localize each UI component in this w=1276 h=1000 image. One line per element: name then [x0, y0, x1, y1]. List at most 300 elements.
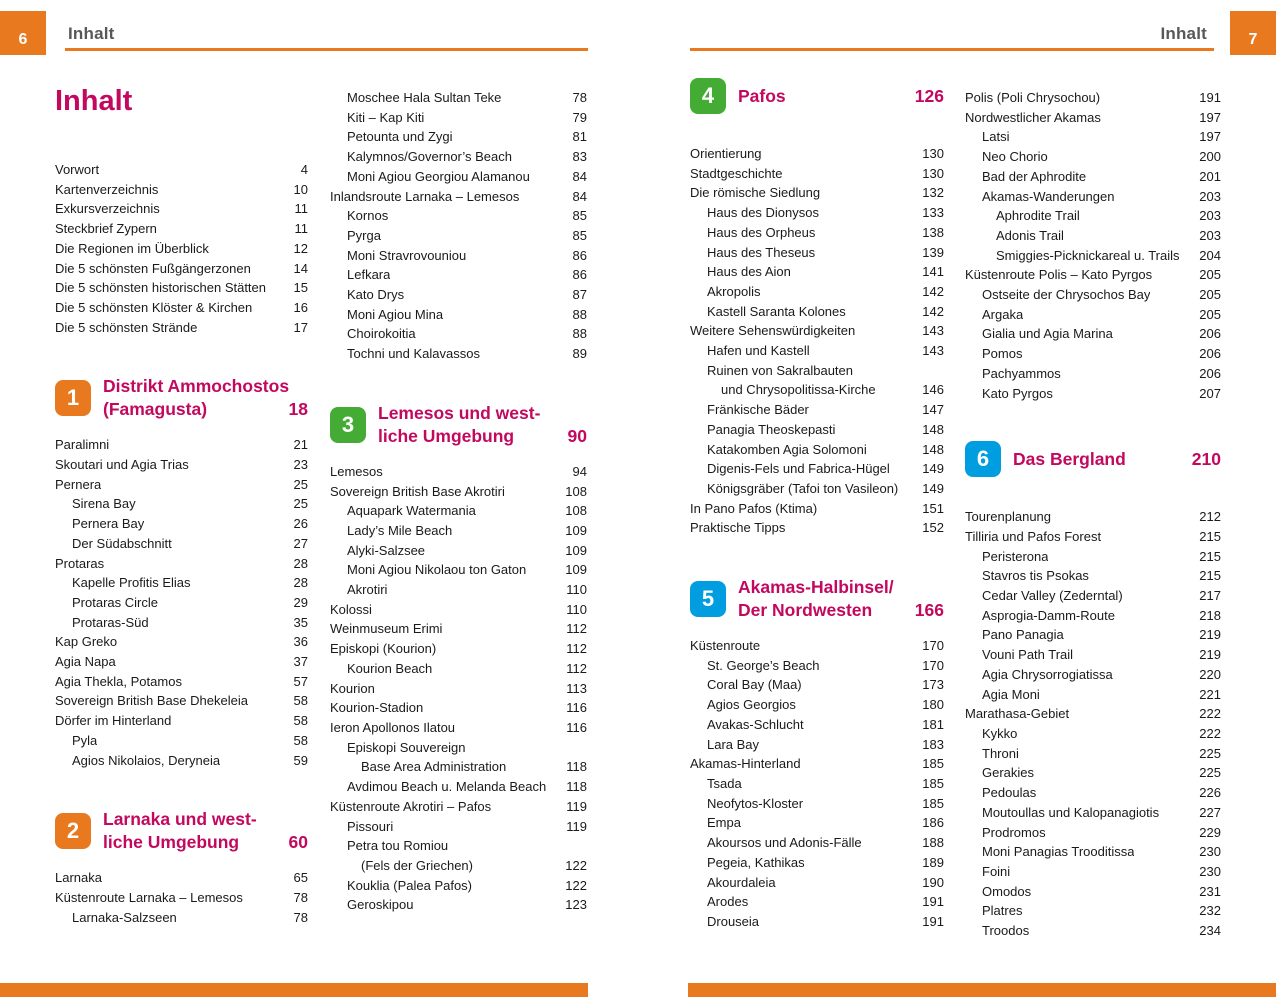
toc-entry-page: 232	[1199, 903, 1221, 919]
toc-entry	[330, 679, 587, 699]
toc-entry	[330, 659, 587, 679]
toc-entry	[690, 164, 944, 184]
toc-entry-page: 130	[922, 146, 944, 161]
toc-entry-title: Moni Stravrovouniou	[347, 247, 467, 263]
toc-entry	[330, 600, 587, 620]
toc-entry-page: 229	[1199, 824, 1221, 840]
toc-entry-page: 83	[572, 149, 587, 165]
toc-entry	[330, 501, 587, 521]
toc-entry	[965, 606, 1221, 626]
toc-entry	[55, 908, 308, 928]
toc-entry	[330, 305, 587, 325]
toc-entry-page: 59	[293, 752, 308, 768]
toc-entry-page: 149	[922, 480, 944, 496]
toc-entry-title: Pedoulas	[982, 785, 1037, 801]
toc-entry-page: 185	[922, 775, 944, 791]
toc-entry-page: 186	[922, 815, 944, 831]
toc-entry-title: Haus des Aion	[707, 264, 791, 280]
toc-entry-title: Moschee Hala Sultan Teke	[347, 90, 502, 105]
toc-entry-page: 173	[922, 677, 944, 693]
toc-entry-page: 142	[922, 283, 944, 299]
toc-entry-title: Pano Panagia	[982, 627, 1064, 643]
toc-entry-title: Paralimni	[55, 437, 110, 453]
chapter-number-badge: 6	[965, 441, 1001, 477]
toc-entry-page: 190	[922, 874, 944, 890]
toc-entry-page: 122	[565, 877, 587, 893]
toc-entry	[55, 711, 308, 731]
toc-entry	[965, 285, 1221, 305]
section-title-line	[378, 425, 587, 448]
toc-entry-page: 110	[566, 582, 587, 598]
toc-entry-page: 207	[1199, 385, 1221, 401]
toc-entry	[55, 632, 308, 652]
toc-entry	[55, 298, 308, 318]
toc-entry-title: Hafen und Kastell	[707, 343, 810, 359]
toc-entry-title: Praktische Tipps	[690, 520, 786, 536]
toc-entry	[690, 361, 944, 381]
toc-entry	[330, 246, 587, 266]
toc-entry	[965, 823, 1221, 843]
toc-entry	[690, 262, 944, 282]
toc-entry	[330, 167, 587, 187]
toc-entry	[55, 573, 308, 593]
toc-entry-title: Polis (Poli Chrysochou)	[965, 90, 1101, 105]
toc-entry-page: 206	[1199, 326, 1221, 342]
toc-entry	[690, 636, 944, 656]
toc-entry-title: Die römische Siedlung	[690, 185, 821, 201]
toc-entry	[965, 704, 1221, 724]
toc-entry-title: Kouklia (Palea Pafos)	[347, 877, 473, 893]
toc-entry-page: 78	[293, 909, 308, 925]
toc-entry-title: Stavros tis Psokas	[982, 568, 1089, 584]
section-title	[103, 375, 308, 421]
toc-entry	[55, 219, 308, 239]
toc-entry-page: 29	[293, 594, 308, 610]
toc-entry-title: St. George’s Beach	[707, 657, 820, 673]
toc-entry-page: 85	[572, 208, 587, 224]
toc-entry-title: Sirena Bay	[72, 496, 136, 512]
toc-entry-title: Haus des Theseus	[707, 244, 816, 260]
toc-entry-page: 58	[293, 693, 308, 709]
toc-entry	[690, 243, 944, 263]
toc-entry	[690, 499, 944, 519]
toc-entry-page: 219	[1199, 647, 1221, 663]
toc-entry-title: Latsi	[982, 129, 1010, 145]
toc-entry-title: Moni Panagias Trooditissa	[982, 844, 1135, 860]
toc-entry-title: Agia Moni	[982, 686, 1040, 702]
toc-entry-page: 234	[1199, 923, 1221, 939]
toc-entry-title: Skoutari und Agia Trias	[55, 457, 189, 473]
toc-entry	[330, 226, 587, 246]
toc-block	[55, 160, 308, 337]
toc-entry-title: Arodes	[707, 894, 749, 910]
toc-entry-title: Drouseia	[707, 913, 760, 929]
toc-entry-title: Protaras Circle	[72, 594, 158, 610]
toc-entry-page: 133	[922, 205, 944, 221]
toc-entry-title: Pernera Bay	[72, 516, 145, 532]
toc-entry-title: Sovereign British Base Akrotiri	[330, 483, 505, 499]
toc-entry	[55, 180, 308, 200]
toc-entry-page: 204	[1199, 247, 1221, 263]
toc-entry-title: Pernera	[55, 476, 102, 492]
toc-entry-page: 21	[293, 437, 308, 453]
toc-entry-title: und Chrysopolitissa-Kirche	[721, 382, 876, 398]
toc-entry	[690, 302, 944, 322]
toc-entry-page: 84	[572, 188, 587, 204]
toc-entry-page: 119	[566, 798, 587, 814]
toc-entry	[55, 259, 308, 279]
toc-entry-title: Sovereign British Base Dhekeleia	[55, 693, 248, 709]
toc-entry-page: 219	[1199, 627, 1221, 643]
toc-entry-page: 11	[294, 201, 308, 217]
toc-entry-page: 130	[922, 165, 944, 181]
toc-entry	[55, 731, 308, 751]
section-title-text: Larnaka und west-	[103, 809, 257, 830]
toc-entry-title: Peristerona	[982, 548, 1049, 564]
page-number-right: 7	[1248, 31, 1258, 48]
toc-entry	[965, 803, 1221, 823]
toc-entry-page: 108	[565, 483, 587, 499]
toc-entry	[965, 246, 1221, 266]
toc-entry-page: 222	[1199, 706, 1221, 722]
toc-entry-title: Base Area Administration	[361, 759, 507, 775]
toc-entry-title: Agia Chrysorrogiatissa	[982, 666, 1113, 682]
toc-entry-page: 143	[922, 323, 944, 339]
toc-entry	[330, 718, 587, 738]
toc-entry-title: Coral Bay (Maa)	[707, 677, 802, 693]
toc-entry-title: Panagia Theoskepasti	[707, 421, 836, 437]
toc-entry-page: 113	[566, 680, 587, 696]
toc-entry-title: Asprogia-Damm-Route	[982, 607, 1115, 623]
toc-entry-title: Inlandsroute Larnaka – Lemesos	[330, 188, 520, 204]
toc-entry	[965, 586, 1221, 606]
toc-entry	[965, 507, 1221, 527]
toc-entry	[55, 514, 308, 534]
toc-entry-page: 231	[1199, 883, 1221, 899]
toc-entry-title: Tilliria und Pafos Forest	[965, 528, 1102, 544]
toc-entry-title: Kalymnos/Governor’s Beach	[347, 149, 512, 165]
toc-entry	[690, 144, 944, 164]
toc-entry-page: 188	[922, 835, 944, 851]
toc-entry	[690, 735, 944, 755]
toc-entry	[330, 344, 587, 364]
toc-entry-page: 218	[1199, 607, 1221, 623]
toc-block	[55, 435, 308, 770]
toc-entry-title: Weitere Sehenswürdigkeiten	[690, 323, 856, 339]
toc-entry-page: 203	[1199, 208, 1221, 224]
toc-entry	[330, 817, 587, 837]
toc-entry-page: 205	[1199, 267, 1221, 283]
section-title	[103, 808, 308, 854]
toc-entry-page: 118	[566, 779, 587, 795]
toc-entry	[965, 108, 1221, 128]
toc-entry	[690, 183, 944, 203]
toc-entry-page: 191	[922, 913, 944, 929]
toc-entry-title: Neofytos-Kloster	[707, 795, 804, 811]
toc-block	[330, 462, 587, 915]
toc-entry-page: 147	[922, 402, 944, 418]
toc-entry-page: 215	[1199, 528, 1221, 544]
toc-block	[690, 144, 944, 538]
toc-entry-title: Tochni und Kalavassos	[347, 346, 480, 362]
toc-entry-title: Katakomben Agia Solomoni	[707, 441, 867, 457]
toc-entry-page: 15	[293, 280, 308, 296]
toc-entry	[690, 675, 944, 695]
section-title-line	[1013, 448, 1221, 471]
toc-entry	[690, 380, 944, 400]
section-title-line	[738, 85, 944, 108]
toc-entry-title: Argaka	[982, 306, 1024, 322]
toc-entry-title: Protaras	[55, 555, 105, 571]
toc-entry-page: 84	[572, 168, 587, 184]
toc-entry-title: Moni Agiou Nikolaou ton Gaton	[347, 562, 527, 578]
toc-entry	[330, 777, 587, 797]
section-title-line	[103, 831, 308, 854]
toc-entry-page: 215	[1199, 568, 1221, 584]
toc-entry	[965, 625, 1221, 645]
toc-entry-title: Moni Agiou Mina	[347, 306, 444, 322]
toc-column-3	[690, 78, 944, 932]
toc-entry-title: Haus des Orpheus	[707, 224, 816, 240]
section-title-text: Akamas-Halbinsel/	[738, 577, 894, 598]
toc-entry	[690, 341, 944, 361]
toc-entry-page: 11	[294, 221, 308, 237]
toc-entry-title: Gerakies	[982, 765, 1035, 781]
toc-entry-title: Kolossi	[330, 601, 372, 617]
toc-entry-page: 58	[293, 732, 308, 748]
toc-entry-page: 28	[293, 555, 308, 571]
toc-entry-page: 88	[572, 306, 587, 322]
toc-entry-page: 12	[293, 240, 308, 256]
toc-entry-page: 230	[1199, 863, 1221, 879]
toc-entry	[690, 203, 944, 223]
toc-entry	[690, 892, 944, 912]
toc-entry-page: 112	[566, 660, 587, 676]
toc-entry	[55, 199, 308, 219]
toc-entry-title: Cedar Valley (Zederntal)	[982, 588, 1123, 604]
toc-entry	[965, 147, 1221, 167]
toc-entry-title: Kourion	[330, 680, 375, 696]
toc-entry-title: Bad der Aphrodite	[982, 168, 1087, 184]
toc-entry	[330, 797, 587, 817]
toc-entry	[690, 813, 944, 833]
toc-entry	[690, 420, 944, 440]
section-title-line	[103, 808, 308, 831]
toc-entry	[330, 619, 587, 639]
chapter-number-badge: 1	[55, 380, 91, 416]
toc-entry-title: Orientierung	[690, 146, 762, 161]
toc-entry	[330, 560, 587, 580]
toc-entry	[330, 521, 587, 541]
toc-entry	[330, 187, 587, 207]
section-page-number: 90	[567, 425, 587, 446]
toc-entry-title: Fränkische Bäder	[707, 402, 809, 418]
toc-entry-page: 85	[572, 227, 587, 243]
toc-entry	[965, 645, 1221, 665]
toc-column-2	[330, 78, 587, 915]
section-page-number: 126	[914, 85, 944, 106]
toc-entry-title: Die 5 schönsten Strände	[55, 319, 198, 335]
toc-entry	[55, 455, 308, 475]
toc-entry-title: Agia Thekla, Potamos	[55, 673, 182, 689]
toc-entry-page: 189	[922, 854, 944, 870]
section-page-number: 18	[288, 399, 308, 420]
toc-entry-title: Akourdaleia	[707, 874, 776, 890]
toc-entry-title: Exkursverzeichnis	[55, 201, 160, 217]
toc-entry-title: Stadtgeschichte	[690, 165, 783, 181]
running-head-right: Inhalt	[1160, 24, 1207, 43]
toc-entry-title: Ieron Apollonos Ilatou	[330, 719, 456, 735]
toc-entry-title: Vouni Path Trail	[982, 647, 1074, 663]
toc-entry	[55, 435, 308, 455]
toc-entry-title: Kourion Beach	[347, 660, 433, 676]
toc-entry	[330, 108, 587, 128]
section-title-text: Das Bergland	[1013, 448, 1126, 469]
toc-entry	[965, 862, 1221, 882]
toc-entry	[55, 593, 308, 613]
toc-entry-page: 79	[572, 109, 587, 125]
toc-entry-title: Pegeia, Kathikas	[707, 854, 805, 870]
toc-entry-page: 116	[566, 719, 587, 735]
page-number-left: 6	[18, 31, 28, 48]
toc-entry	[55, 672, 308, 692]
toc-entry-title: Der Südabschnitt	[72, 535, 172, 551]
toc-entry-title: Platres	[982, 903, 1023, 919]
toc-entry-title: Troodos	[982, 923, 1030, 939]
toc-entry	[965, 665, 1221, 685]
toc-entry-page: 203	[1199, 188, 1221, 204]
toc-entry-page: 88	[572, 326, 587, 342]
toc-entry-title: (Fels der Griechen)	[361, 857, 473, 873]
toc-entry-page: 201	[1199, 168, 1221, 184]
toc-entry-page: 197	[1199, 109, 1221, 125]
footer-bar-right	[688, 983, 1276, 997]
toc-entry	[690, 321, 944, 341]
toc-entry-title: In Pano Pafos (Ktima)	[690, 500, 818, 516]
chapter-number-badge: 4	[690, 78, 726, 114]
toc-entry-title: Tsada	[707, 775, 742, 791]
toc-entry	[55, 160, 308, 180]
toc-entry-title: Haus des Dionysos	[707, 205, 819, 221]
running-head-left: Inhalt	[68, 24, 115, 43]
toc-entry-title: Pissouri	[347, 818, 394, 834]
toc-entry	[965, 226, 1221, 246]
toc-entry-page: 132	[922, 185, 944, 201]
section-heading	[330, 402, 587, 448]
toc-entry-page: 212	[1199, 509, 1221, 525]
toc-entry	[55, 868, 308, 888]
toc-entry-page: 170	[922, 638, 944, 654]
section-title-line	[738, 576, 944, 599]
toc-entry-page: 112	[566, 641, 587, 657]
toc-entry	[55, 475, 308, 495]
toc-entry	[965, 324, 1221, 344]
toc-entry	[690, 695, 944, 715]
toc-entry-page: 94	[572, 463, 587, 479]
toc-entry	[965, 206, 1221, 226]
toc-entry-title: Digenis-Fels und Fabrica-Hügel	[707, 461, 890, 477]
section-page-number: 166	[914, 600, 944, 621]
page-number-tab-right	[1230, 11, 1276, 55]
toc-entry	[55, 613, 308, 633]
section-heading	[55, 808, 308, 854]
toc-entry	[55, 888, 308, 908]
toc-entry	[965, 685, 1221, 705]
toc-entry	[965, 88, 1221, 108]
toc-entry-page: 36	[293, 634, 308, 650]
toc-entry	[965, 783, 1221, 803]
toc-entry-title: Kato Drys	[347, 287, 405, 303]
section-title-text: liche Umgebung	[378, 425, 515, 446]
toc-entry-page: 89	[572, 346, 587, 362]
section-title-line	[103, 398, 308, 421]
toc-entry-title: Avakas-Schlucht	[707, 716, 804, 732]
toc-entry-title: Dörfer im Hinterland	[55, 713, 172, 729]
toc-entry-title: Die 5 schönsten Fußgängerzonen	[55, 260, 251, 276]
toc-entry	[965, 882, 1221, 902]
toc-entry-page: 142	[922, 303, 944, 319]
toc-entry	[690, 459, 944, 479]
toc-entry	[55, 318, 308, 338]
toc-entry-page: 138	[922, 224, 944, 240]
toc-entry-title: Petounta und Zygi	[347, 129, 453, 145]
toc-entry-title: Akamas-Wanderungen	[982, 188, 1115, 204]
toc-entry-page: 215	[1199, 548, 1221, 564]
toc-entry-title: Neo Chorio	[982, 149, 1048, 165]
toc-entry	[330, 895, 587, 915]
toc-entry	[55, 751, 308, 771]
toc-entry-page: 217	[1199, 588, 1221, 604]
toc-entry	[965, 364, 1221, 384]
toc-entry-page: 148	[922, 441, 944, 457]
toc-entry-title: Weinmuseum Erimi	[330, 621, 443, 637]
toc-entry	[330, 324, 587, 344]
toc-entry-page: 78	[572, 90, 587, 105]
footer-bar-left	[0, 983, 588, 997]
section-title	[738, 576, 944, 622]
section-title-line	[103, 375, 308, 398]
toc-block	[965, 507, 1221, 940]
toc-entry-title: Ruinen von Sakralbauten	[707, 362, 853, 378]
toc-entry-title: Akoursos und Adonis-Fälle	[707, 835, 862, 851]
toc-entry-title: Tourenplanung	[965, 509, 1052, 525]
toc-entry-title: Pyrga	[347, 227, 381, 243]
toc-entry	[690, 518, 944, 538]
toc-entry	[55, 278, 308, 298]
toc-entry	[330, 541, 587, 561]
toc-column-4	[965, 78, 1221, 941]
toc-entry-title: Kato Pyrgos	[982, 385, 1053, 401]
toc-entry-title: Pachyammos	[982, 365, 1061, 381]
toc-entry-page: 221	[1199, 686, 1221, 702]
toc-entry-title: Kornos	[347, 208, 389, 224]
section-title-text: Der Nordwesten	[738, 600, 873, 621]
toc-entry	[965, 744, 1221, 764]
toc-entry-title: Lefkara	[347, 267, 391, 283]
toc-entry-title: Omodos	[982, 883, 1032, 899]
section-title-line	[378, 402, 587, 425]
toc-entry-page: 146	[922, 382, 944, 398]
toc-entry-page: 27	[293, 535, 308, 551]
toc-entry	[330, 265, 587, 285]
toc-entry	[690, 794, 944, 814]
toc-entry-page: 203	[1199, 227, 1221, 243]
toc-entry-title: Akamas-Hinterland	[690, 756, 801, 772]
toc-entry	[965, 763, 1221, 783]
toc-entry-title: Ostseite der Chrysochos Bay	[982, 287, 1151, 303]
toc-entry-page: 119	[566, 818, 587, 834]
toc-entry-title: Küstenroute Akrotiri – Pafos	[330, 798, 492, 814]
